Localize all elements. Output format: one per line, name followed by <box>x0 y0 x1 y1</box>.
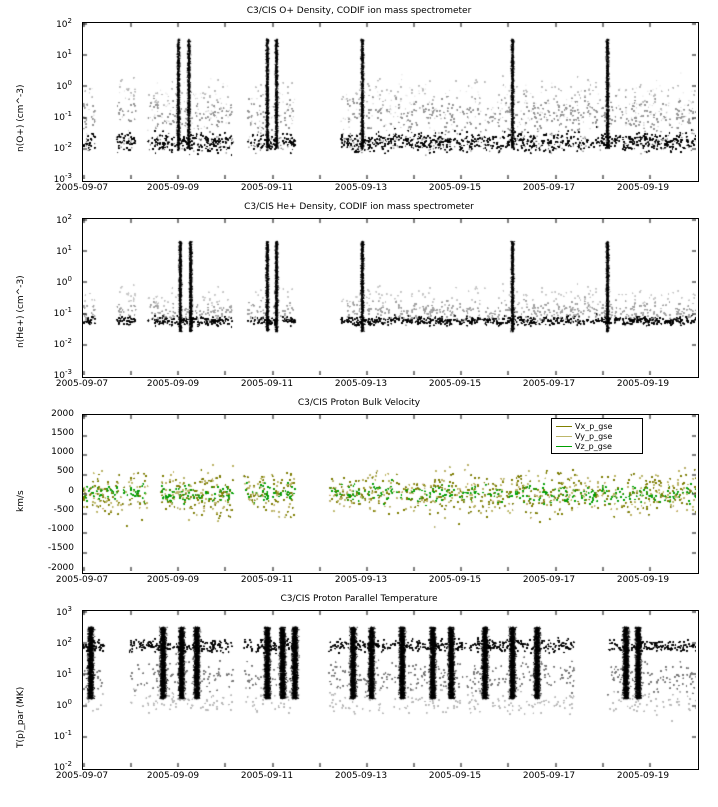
y-tick: -500 <box>53 505 74 515</box>
x-tick: 2005-09-11 <box>240 379 294 389</box>
y-tick: 1500 <box>51 428 74 438</box>
y-tick: -1500 <box>47 543 74 553</box>
y-tick: $10^{-3}$ <box>53 172 72 185</box>
x-tick: 2005-09-15 <box>428 183 482 193</box>
x-tick: 2005-09-07 <box>55 575 109 585</box>
y-tick: $10^{-2}$ <box>53 760 72 773</box>
x-tick: 2005-09-19 <box>616 575 670 585</box>
panel-proton-parallel-temperature <box>0 588 718 788</box>
y-tick: $10^{-2}$ <box>53 337 72 350</box>
y-tick: $10^{-2}$ <box>53 141 72 154</box>
x-tick: 2005-09-19 <box>616 183 670 193</box>
panel-title: C3/CIS He+ Density, CODIF ion mass spectrometer <box>244 202 474 212</box>
x-tick: 2005-09-11 <box>240 183 294 193</box>
y-tick: -2000 <box>47 563 74 573</box>
plot-area-4 <box>82 610 699 770</box>
y-tick: $10^0$ <box>56 275 72 288</box>
x-tick: 2005-09-13 <box>334 379 388 389</box>
y-tick: -1000 <box>47 524 74 534</box>
plot-area-2 <box>82 218 699 378</box>
y-axis-label: n(O+) (cm^-3) <box>16 84 26 152</box>
x-tick: 2005-09-09 <box>146 183 200 193</box>
y-tick: $10^3$ <box>56 605 72 618</box>
y-tick: $10^{-3}$ <box>53 368 72 381</box>
y-tick: $10^2$ <box>56 636 72 649</box>
legend-item <box>556 421 638 431</box>
x-tick: 2005-09-17 <box>522 379 576 389</box>
y-tick: $10^0$ <box>56 698 72 711</box>
y-axis-label: T(p)_par (MK) <box>16 686 26 748</box>
x-tick: 2005-09-17 <box>522 575 576 585</box>
y-tick: $10^1$ <box>56 244 72 257</box>
x-tick: 2005-09-09 <box>146 575 200 585</box>
y-tick: $10^{-1}$ <box>53 306 72 319</box>
x-tick: 2005-09-17 <box>522 183 576 193</box>
plot-area-1 <box>82 22 699 182</box>
x-tick: 2005-09-07 <box>55 183 109 193</box>
x-tick: 2005-09-11 <box>240 575 294 585</box>
y-tick: $10^{-1}$ <box>53 729 72 742</box>
x-tick: 2005-09-09 <box>146 379 200 389</box>
legend <box>551 418 643 454</box>
legend-swatch-vy <box>556 436 572 437</box>
y-tick: 1000 <box>51 447 74 457</box>
legend-swatch-vx <box>556 426 572 427</box>
y-axis-label: km/s <box>16 490 26 512</box>
y-tick: $10^2$ <box>56 213 72 226</box>
panel-proton-bulk-velocity <box>0 392 718 592</box>
y-axis-label: n(He+) (cm^-3) <box>16 275 26 348</box>
x-tick: 2005-09-07 <box>55 379 109 389</box>
y-tick: 2000 <box>51 409 74 419</box>
x-tick: 2005-09-15 <box>428 771 482 781</box>
legend-label: Vz_p_gse <box>575 441 612 451</box>
x-tick: 2005-09-13 <box>334 183 388 193</box>
y-tick: 0 <box>68 486 74 496</box>
legend-swatch-vz <box>556 446 572 447</box>
x-tick: 2005-09-15 <box>428 575 482 585</box>
legend-item <box>556 431 638 441</box>
x-tick: 2005-09-15 <box>428 379 482 389</box>
y-tick: 500 <box>56 466 74 476</box>
legend-label: Vx_p_gse <box>575 421 613 431</box>
y-tick: $10^1$ <box>56 667 72 680</box>
x-tick: 2005-09-19 <box>616 379 670 389</box>
data-canvas-1 <box>83 23 696 179</box>
panel-title: C3/CIS Proton Parallel Temperature <box>280 594 438 604</box>
x-tick: 2005-09-13 <box>334 771 388 781</box>
x-tick: 2005-09-09 <box>146 771 200 781</box>
x-tick: 2005-09-19 <box>616 771 670 781</box>
y-tick: $10^2$ <box>56 17 72 30</box>
data-canvas-4 <box>83 611 696 767</box>
data-canvas-2 <box>83 219 696 375</box>
panel-title: C3/CIS O+ Density, CODIF ion mass spectrometer <box>246 6 472 16</box>
legend-label: Vy_p_gse <box>575 431 613 441</box>
panel-title: C3/CIS Proton Bulk Velocity <box>297 398 421 408</box>
panel-he-plus-density <box>0 196 718 396</box>
x-tick: 2005-09-13 <box>334 575 388 585</box>
legend-item <box>556 441 638 451</box>
y-tick: $10^0$ <box>56 79 72 92</box>
y-tick: $10^{-1}$ <box>53 110 72 123</box>
y-tick: $10^1$ <box>56 48 72 61</box>
x-tick: 2005-09-17 <box>522 771 576 781</box>
x-tick: 2005-09-11 <box>240 771 294 781</box>
panel-o-plus-density <box>0 0 718 200</box>
x-tick: 2005-09-07 <box>55 771 109 781</box>
